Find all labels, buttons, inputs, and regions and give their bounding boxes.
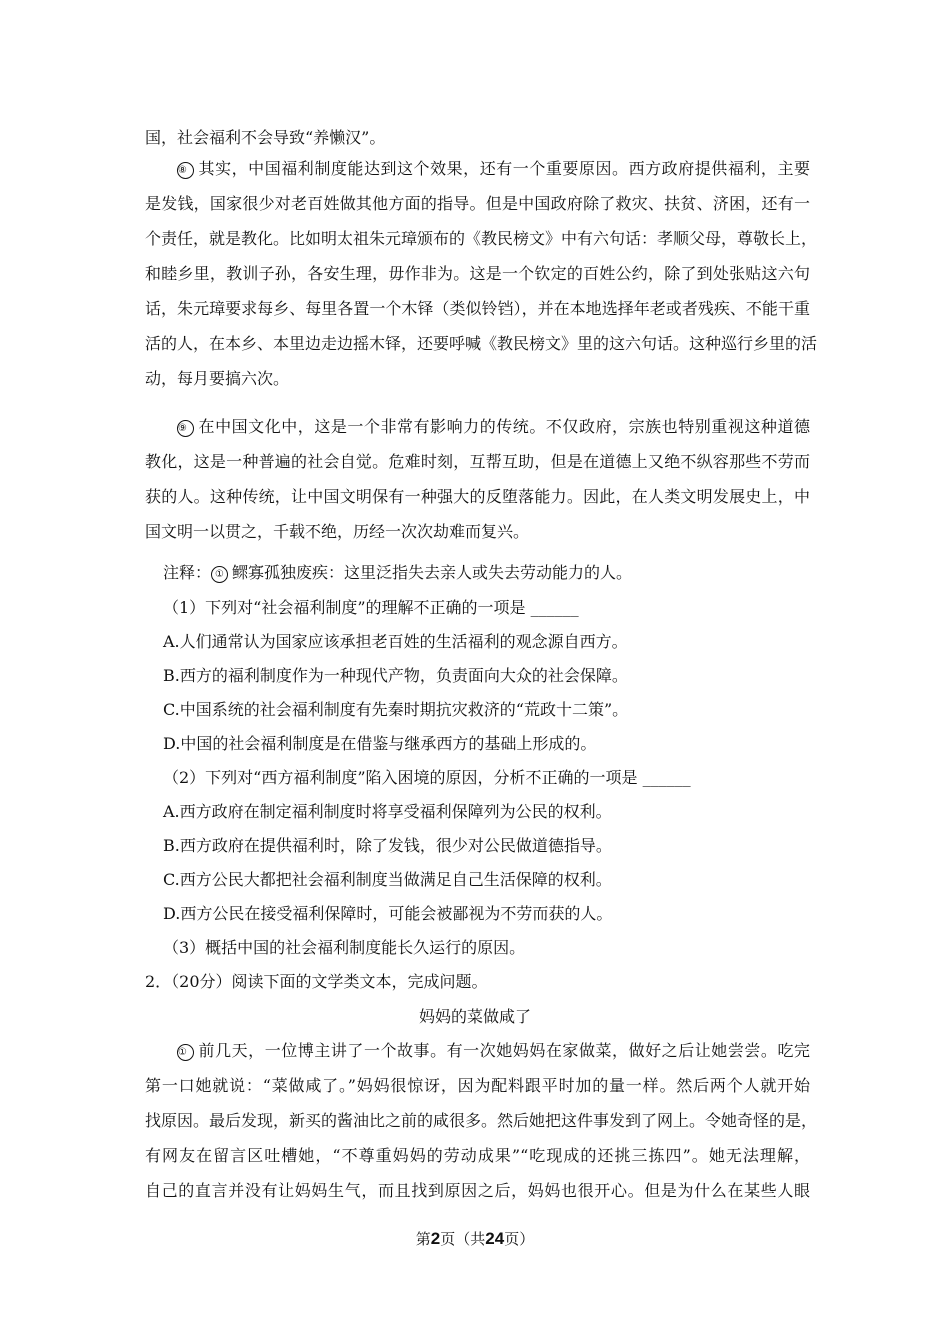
section-2-heading: 2．（20分）阅读下面的文学类文本，完成问题。	[145, 972, 488, 991]
text-line: 是发钱，国家很少对老百姓做其他方面的指导。但是中国政府除了救灾、扶贫、济困，还有一	[145, 194, 810, 213]
annotation-marker: ①	[211, 566, 228, 583]
text-line: 找原因。最后发现，新买的酱油比之前的咸很多。然后她把这件事发到了网上。令她奇怪的是，	[145, 1111, 818, 1130]
option-a: A.西方政府在制定福利制度时将享受福利保障列为公民的权利。	[163, 802, 612, 821]
paragraph-marker: ⑨	[177, 420, 194, 437]
paragraph-8-line: ⑧ 其实，中国福利制度能达到这个效果，还有一个重要原因。西方政府提供福利，主要	[178, 159, 810, 178]
text-line: 动，每月要搞六次。	[145, 369, 290, 388]
option-d: D.西方公民在接受福利保障时，可能会被鄙视为不劳而获的人。	[163, 904, 613, 923]
text-line: 教化，这是一种普遍的社会自觉。危难时刻，互帮互助，但是在道德上又绝不纵容那些不劳而	[145, 452, 810, 471]
text-line: 获的人。这种传统，让中国文明保有一种强大的反堕落能力。因此，在人类文明发展史上，中	[145, 487, 810, 506]
question-1: （1）下列对“社会福利制度”的理解不正确的一项是 ______	[163, 598, 579, 617]
page-footer: 第2页（共24页）	[415, 1229, 535, 1248]
paragraph-marker: ⑧	[177, 162, 194, 179]
text-line: 个责任，就是教化。比如明太祖朱元璋颁布的《教民榜文》中有六句话：孝顺父母，尊敬长上，	[145, 229, 818, 248]
article-title: 妈妈的菜做咸了	[418, 1007, 531, 1026]
text-line: 活的人，在本乡、本里边走边摇木铎，还要呼喊《教民榜文》里的这六句话。这种巡行乡里的活	[145, 334, 818, 353]
text-line: 有网友在留言区吐槽她，“不尊重妈妈的劳动成果”“吃现成的还挑三拣四”。她无法理解，	[145, 1146, 810, 1165]
option-d: D.中国的社会福利制度是在借鉴与继承西方的基础上形成的。	[163, 734, 597, 753]
text-line: 自己的直言并没有让妈妈生气，而且找到原因之后，妈妈也很开心。但是为什么在某些人眼	[145, 1181, 810, 1200]
question-3: （3）概括中国的社会福利制度能长久运行的原因。	[163, 938, 526, 957]
option-b: B.西方的福利制度作为一种现代产物，负责面向大众的社会保障。	[163, 666, 628, 685]
option-c: C.中国系统的社会福利制度有先秦时期抗灾救济的“荒政十二策”。	[163, 700, 629, 719]
text-line: 话，朱元璋要求每乡、每里各置一个木铎（类似铃铛），并在本地选择年老或者残疾、不能干重	[145, 299, 810, 318]
text-line: 国，社会福利不会导致“养懒汉”。	[145, 128, 386, 147]
option-b: B.西方政府在提供福利时，除了发钱，很少对公民做道德指导。	[163, 836, 612, 855]
page-number: 2	[430, 1229, 441, 1248]
total-pages: 24	[485, 1229, 505, 1248]
story-paragraph-1-line: ① 前几天，一位博主讲了一个故事。有一次她妈妈在家做菜，做好之后让她尝尝。吃完	[178, 1041, 810, 1060]
question-2: （2）下列对“西方福利制度”陷入困境的原因，分析不正确的一项是 ______	[163, 768, 691, 787]
paragraph-9-line: ⑨ 在中国文化中，这是一个非常有影响力的传统。不仅政府，宗族也特别重视这种道德	[178, 417, 810, 436]
annotation-line: 注释： ① 鳏寡孤独废疾：这里泛指失去亲人或失去劳动能力的人。	[163, 563, 633, 582]
text-line: 第一口她就说：“菜做咸了。”妈妈很惊讶，因为配料跟平时加的量一样。然后两个人就开始	[145, 1076, 810, 1095]
text-line: 和睦乡里，教训子孙，各安生理，毋作非为。这是一个钦定的百姓公约，除了到处张贴这六句	[145, 264, 810, 283]
option-c: C.西方公民大都把社会福利制度当做满足自己生活保障的权利。	[163, 870, 612, 889]
paragraph-marker: ①	[177, 1044, 194, 1061]
text-line: 国文明一以贯之，千载不绝，历经一次次劫难而复兴。	[145, 522, 530, 541]
option-a: A.人们通常认为国家应该承担老百姓的生活福利的观念源自西方。	[163, 632, 628, 651]
